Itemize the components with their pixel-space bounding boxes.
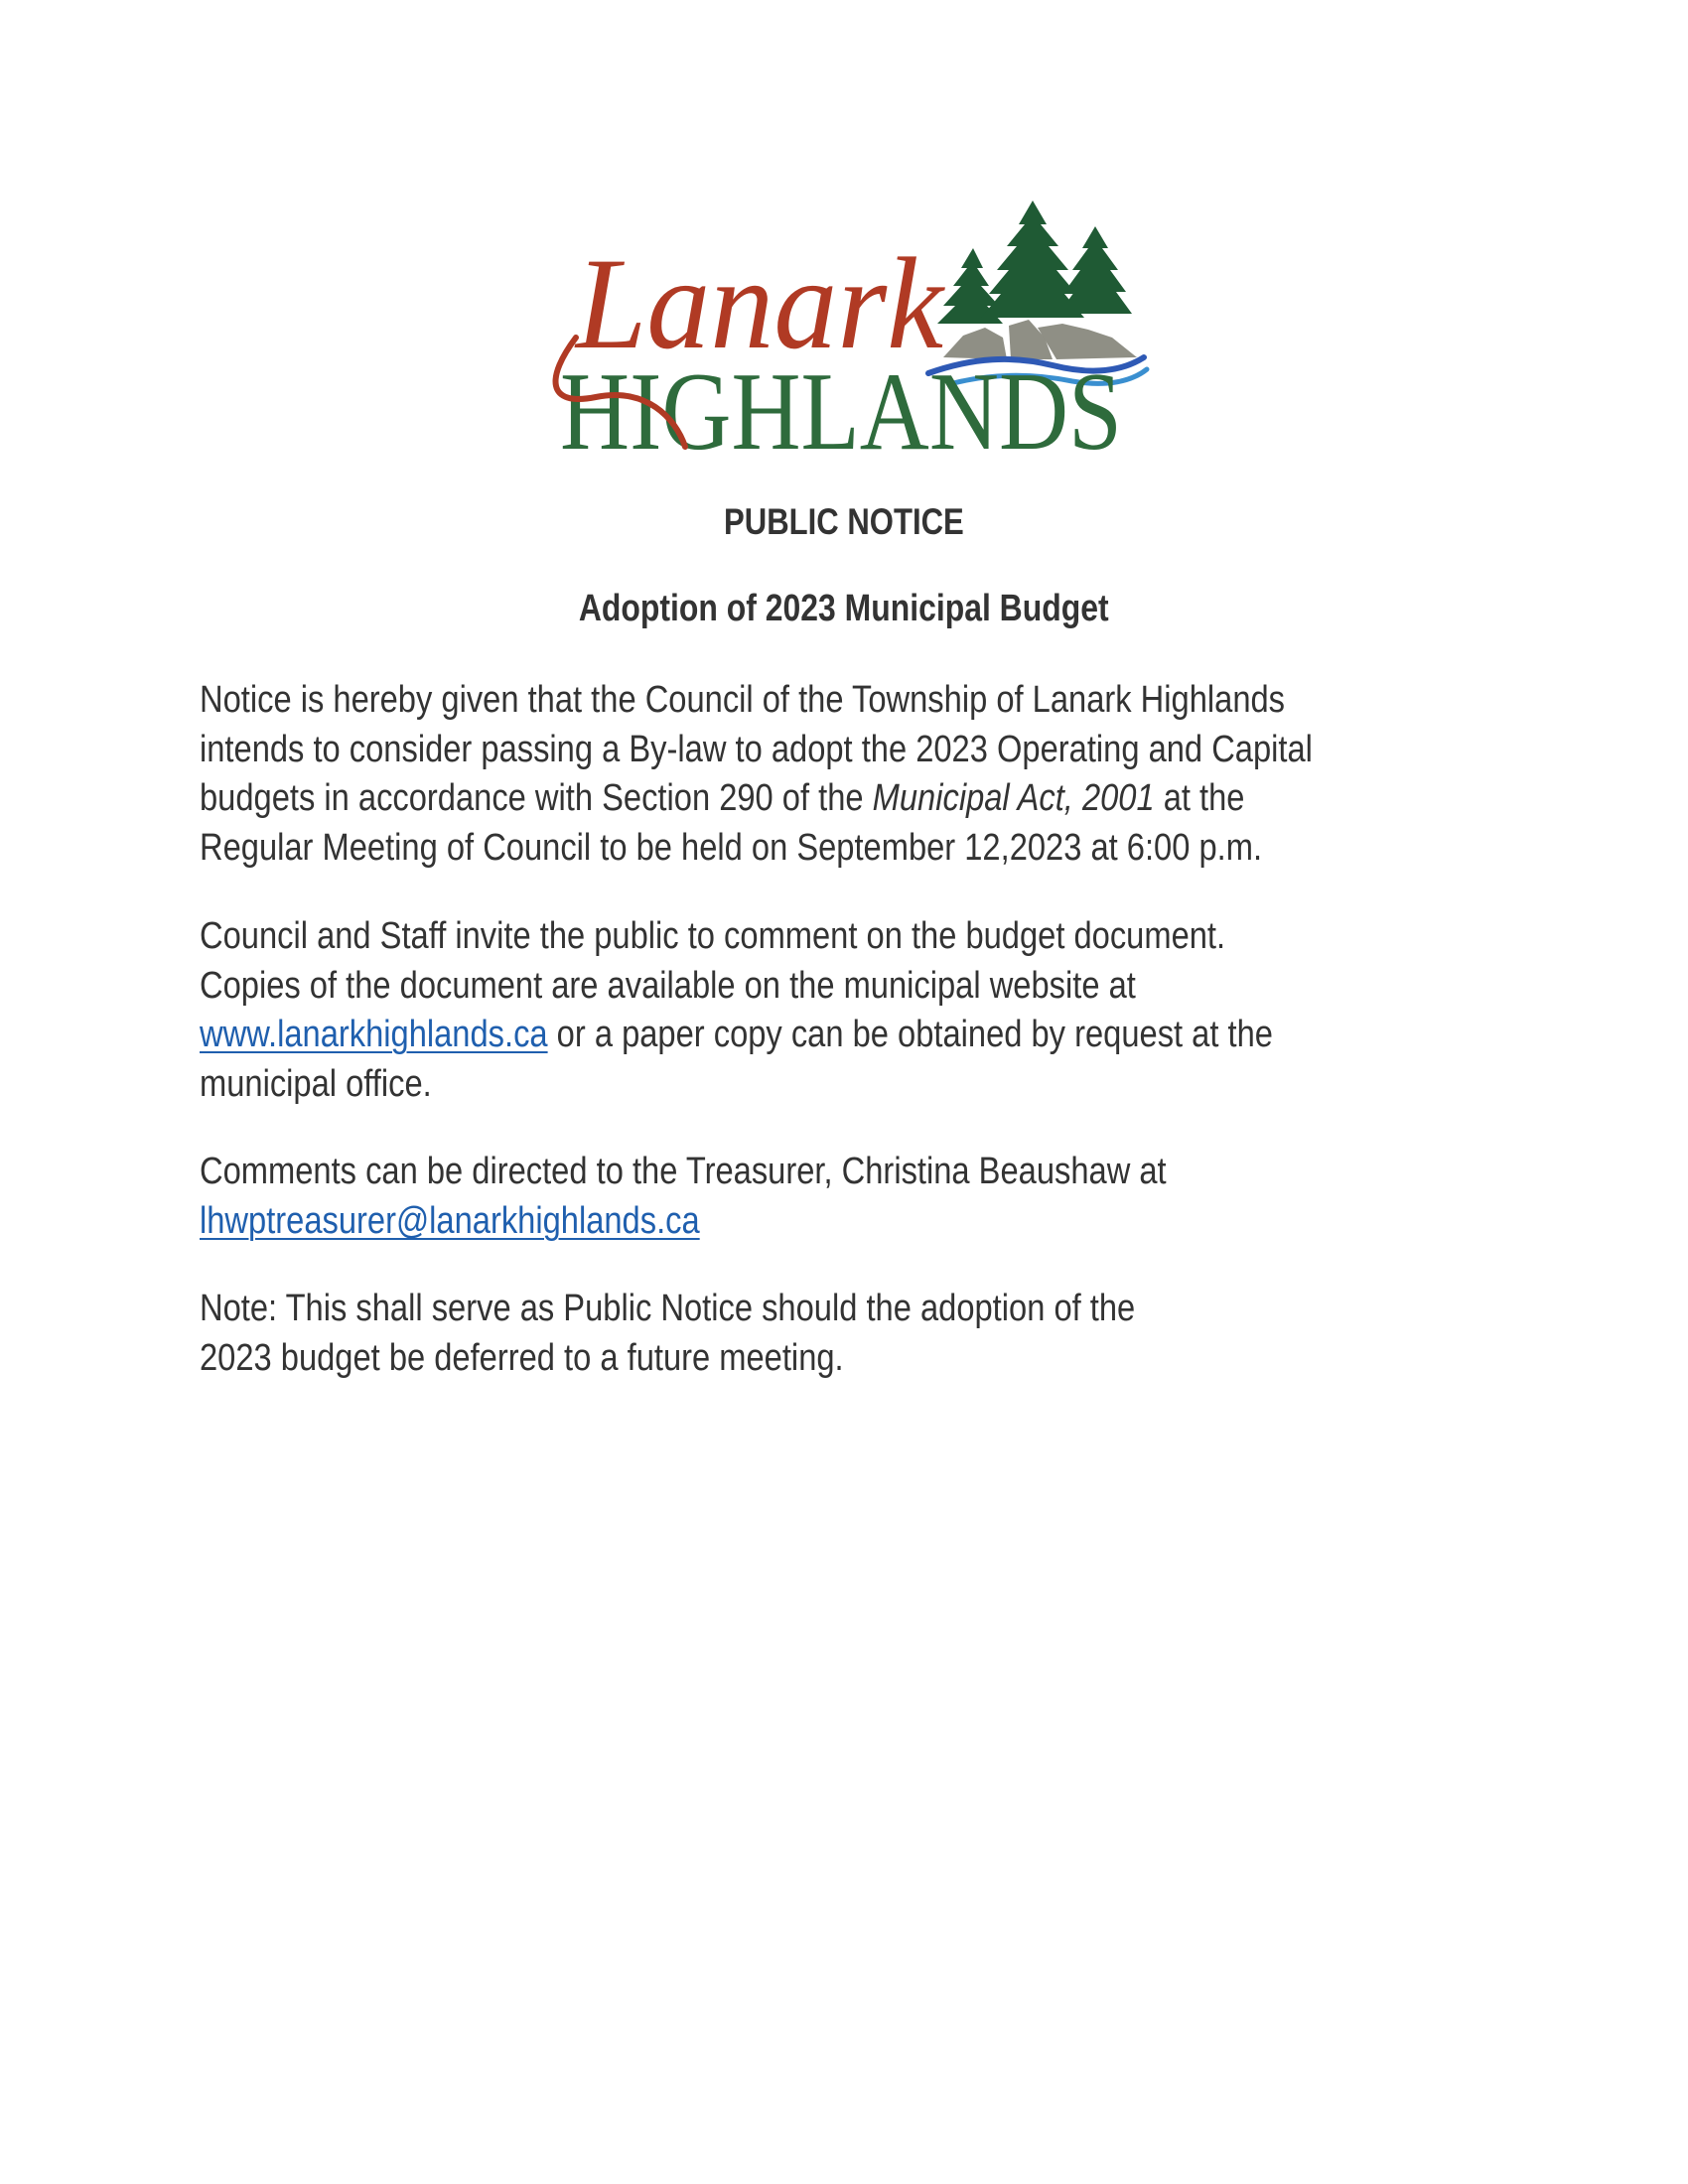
- invite-paragraph-line: Copies of the document are available on the municipal website at: [200, 965, 1136, 1007]
- treasurer-email-link[interactable]: lhwptreasurer@lanarkhighlands.ca: [200, 1200, 700, 1242]
- notice-paragraph-line: Notice is hereby given that the Council of the Township of Lanark Highlands: [200, 679, 1286, 721]
- invite-paragraph-line: Council and Staff invite the public to comment on the budget document.: [200, 915, 1226, 957]
- logo-highlands-text: HIGHLANDS: [560, 350, 1122, 474]
- page-subtitle: Adoption of 2023 Municipal Budget: [579, 588, 1109, 629]
- comments-paragraph-line: Comments can be directed to the Treasurer, Christina Beaushaw at: [200, 1151, 1167, 1192]
- act-title: Municipal Act, 2001: [872, 777, 1155, 819]
- notice-paragraph-line: intends to consider passing a By-law to adopt the 2023 Operating and Capital: [200, 729, 1313, 770]
- notice-paragraph-line: Regular Meeting of Council to be held on September 12,2023 at 6:00 p.m.: [200, 827, 1263, 869]
- website-link[interactable]: www.lanarkhighlands.ca: [200, 1014, 548, 1055]
- page-title: PUBLIC NOTICE: [724, 501, 964, 542]
- logo-lanark-text: Lanark: [574, 230, 946, 376]
- comments-paragraph-line: [200, 1196, 700, 1246]
- notice-paragraph-line: budgets in accordance with Section 290 of the Municipal Act, 2001 at the: [200, 777, 1245, 819]
- note-paragraph-line: 2023 budget be deferred to a future meeting.: [200, 1337, 844, 1379]
- invite-paragraph-line: www.lanarkhighlands.ca or a paper copy can be obtained by request at the: [200, 1014, 1273, 1055]
- pine-trees-icon: [937, 201, 1132, 324]
- lanark-highlands-logo: [536, 189, 1152, 477]
- invite-paragraph-line: municipal office.: [200, 1063, 432, 1105]
- note-paragraph-line: Note: This shall serve as Public Notice should the adoption of the: [200, 1288, 1136, 1329]
